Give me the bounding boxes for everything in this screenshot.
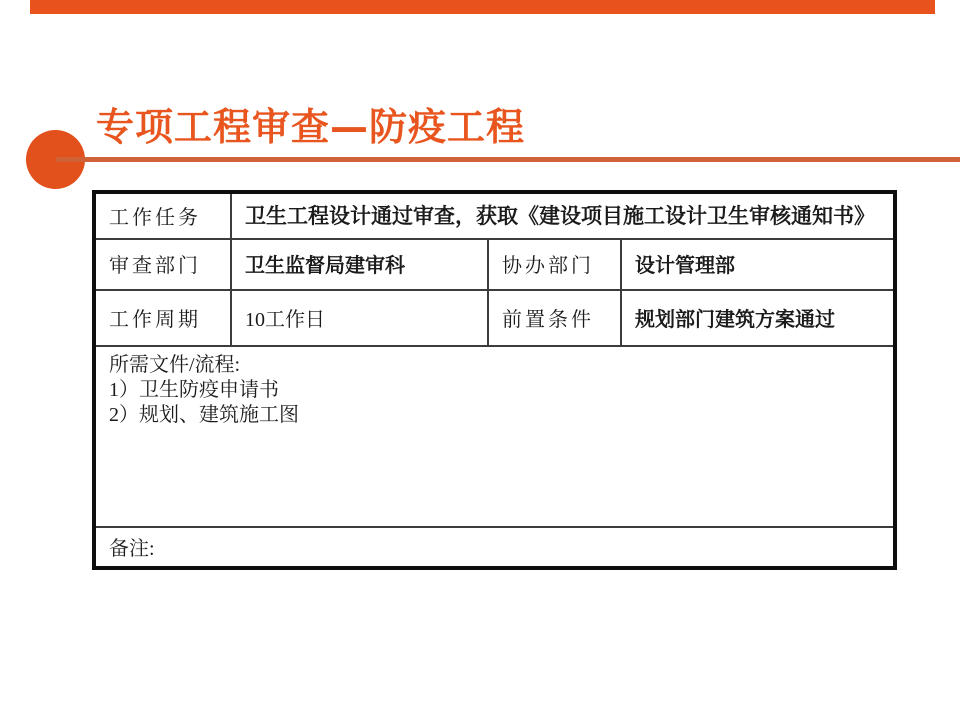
cycle-value-cell: 10工作日 — [232, 291, 489, 347]
page-title: 专项工程审查—防疫工程 — [96, 105, 526, 149]
review-dept-label-cell: 审查部门 — [96, 240, 232, 291]
precondition-value-cell: 规划部门建筑方案通过 — [622, 291, 893, 347]
task-value-cell: 卫生工程设计通过审查，获取《建设项目施工设计卫生审核通知书》 — [232, 194, 893, 240]
review-dept-value-cell: 卫生监督局建审科 — [232, 240, 489, 291]
assist-dept-label-cell: 协办部门 — [489, 240, 622, 291]
documents-cell — [96, 347, 893, 528]
cycle-label-cell: 工作周期 — [96, 291, 232, 347]
documents-title: 所需文件/流程: — [109, 354, 241, 376]
notes-cell: 备注: — [109, 537, 155, 560]
documents-item-2: 2）规划、建筑施工图 — [109, 404, 299, 426]
documents-item-1: 1）卫生防疫申请书 — [109, 379, 279, 401]
assist-dept-value-cell: 设计管理部 — [622, 240, 893, 291]
process-info-table — [92, 190, 897, 570]
precondition-label-cell: 前置条件 — [489, 291, 622, 347]
top-accent-bar — [30, 0, 935, 14]
title-underline-rule — [56, 157, 960, 162]
task-label-cell: 工作任务 — [96, 194, 232, 240]
